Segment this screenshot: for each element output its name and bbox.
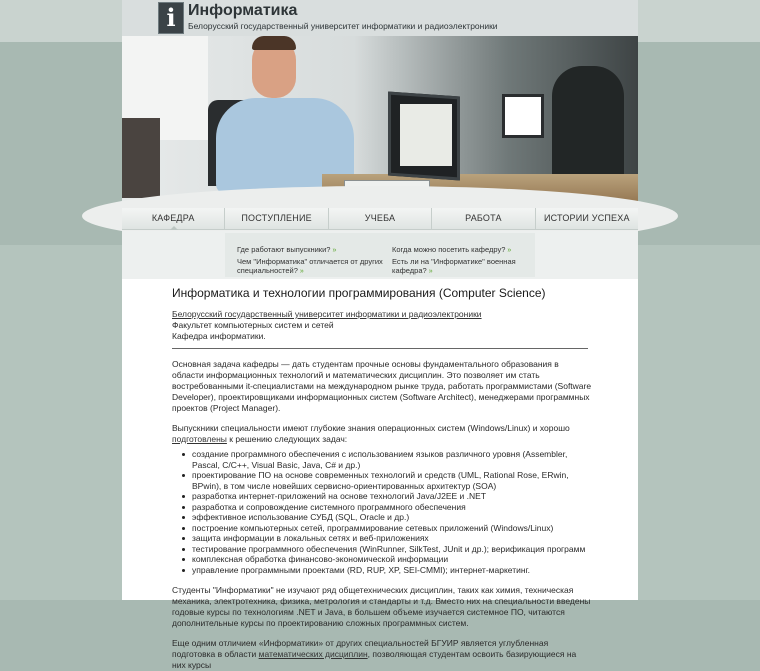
header-banner	[122, 0, 638, 208]
arrow-right-icon: »	[332, 247, 337, 254]
list-item: тестирование программного обеспечения (WinRunner, SilkTest, JUnit и др.); верификация программ	[180, 544, 592, 555]
list-item: защита информации в локальных сетях и веб-приложениях	[180, 533, 592, 544]
faq-link-label: Где работают выпускники?	[237, 245, 331, 254]
list-item: разработка интернет-приложений на основе технологий Java/J2EE и .NET	[180, 491, 592, 502]
nav-item-admission[interactable]: ПОСТУПЛЕНИЕ	[225, 208, 328, 229]
skills-text-end: к решению следующих задач:	[229, 434, 348, 444]
skills-paragraph	[172, 423, 592, 445]
main-nav	[122, 208, 638, 230]
page-frame	[122, 0, 638, 670]
nav-item-success-stories[interactable]: ИСТОРИИ УСПЕХА	[543, 213, 630, 223]
list-item: эффективное использование СУБД (SQL, Oracle и др.)	[180, 512, 592, 523]
intro-paragraph: Основная задача кафедры — дать студентам прочные основы фундаментального образования в области информационных технологий и математических дисциплин. Это позволяет им стать востребованными it-специалистами на международном рынке труда, работать программистами (Software Developer), проектировщиками информационных систем (Software Architect), менеджерами программных проектов (Project Manager).	[172, 359, 592, 413]
main-content	[172, 288, 592, 671]
department-line: Кафедра информатики.	[172, 331, 266, 341]
divider	[172, 348, 588, 349]
nav-item-kafedra[interactable]: КАФЕДРА	[122, 208, 225, 229]
curriculum-paragraph: Студенты "Информатики" не изучают ряд общетехнических дисциплин, таких как химия, техническая механика, электротехника, физика, метрология и стандарты и т.д. Вместо них на специальности введены годовые курсы по технологиям .NET и Java, в большем объеме изучается системное ПО, читаются дополнительные курсы по проектированию сложных программных систем.	[172, 585, 591, 628]
faq-link-label: Чем "Информатика" отличается от других специальностей?	[237, 257, 383, 275]
math-text-end: , позволяющая студентам освоить базирующиеся на них курсы	[172, 649, 577, 670]
list-item: создание программного обеспечения с использованием языков различного уровня (Assembler, Pascal, C/C++, Visual Basic, Java, C# и др.)	[180, 449, 592, 470]
university-link[interactable]: Белорусский государственный университет информатики и радиоэлектроники	[172, 309, 482, 319]
faq-link-graduates[interactable]	[237, 245, 387, 255]
photo-person-hair	[252, 36, 296, 50]
nav-item-study[interactable]: УЧЕБА	[329, 208, 432, 229]
faq-link-visit[interactable]	[392, 245, 532, 255]
skills-text-start: Выпускники специальности имеют глубокие знания операционных систем (Windows/Linux) и хорошо	[172, 423, 570, 433]
logo-icon[interactable]: i	[158, 2, 184, 34]
arrow-right-icon: »	[507, 247, 512, 254]
math-paragraph	[172, 638, 592, 671]
list-item: комплексная обработка финансово-экономической информации	[180, 554, 592, 565]
photo-cabinet	[122, 118, 160, 198]
faculty-line: Факультет компьютерных систем и сетей	[172, 320, 334, 330]
page-title: Информатика и технологии программирования (Computer Science)	[172, 286, 546, 300]
tasks-list	[180, 449, 592, 575]
list-item: построение компьютерных сетей, программирование сетевых приложений (Windows/Linux)	[180, 523, 592, 534]
list-item: управление программными проектами (RD, RUP, XP, SEI-CMMI); интернет-маркетинг.	[180, 565, 592, 576]
math-text-start: Еще одним отличием «Информатики» от других специальностей БГУИР является углубленная подготовка в области	[172, 638, 549, 659]
list-item: разработка и сопровождение системного программного обеспечения	[180, 502, 592, 513]
photo-monitor-screen	[400, 104, 452, 166]
prepared-link[interactable]: подготовлены	[172, 434, 227, 444]
nav-item-work[interactable]: РАБОТА	[432, 208, 535, 229]
arrow-right-icon: »	[299, 268, 304, 275]
math-disciplines-link[interactable]: математических дисциплин	[258, 649, 368, 659]
faq-link-label: Есть ли на "Информатике" военная кафедра?	[392, 257, 516, 275]
faq-link-military[interactable]	[392, 257, 532, 276]
arrow-right-icon: »	[428, 268, 433, 275]
site-subtitle: Белорусский государственный университет информатики и радиоэлектроники	[188, 21, 498, 31]
photo-background-monitor	[502, 94, 544, 138]
faq-link-difference[interactable]	[237, 257, 387, 276]
list-item: проектирование ПО на основе современных технологий и средств (UML, Rational Rose, ERwin, BPwin), в том числе новейших сервисно-ориентированных архитектур (SOA)	[180, 470, 592, 491]
site-title[interactable]: Информатика	[188, 2, 298, 19]
faq-link-label: Когда можно посетить кафедру?	[392, 245, 506, 254]
